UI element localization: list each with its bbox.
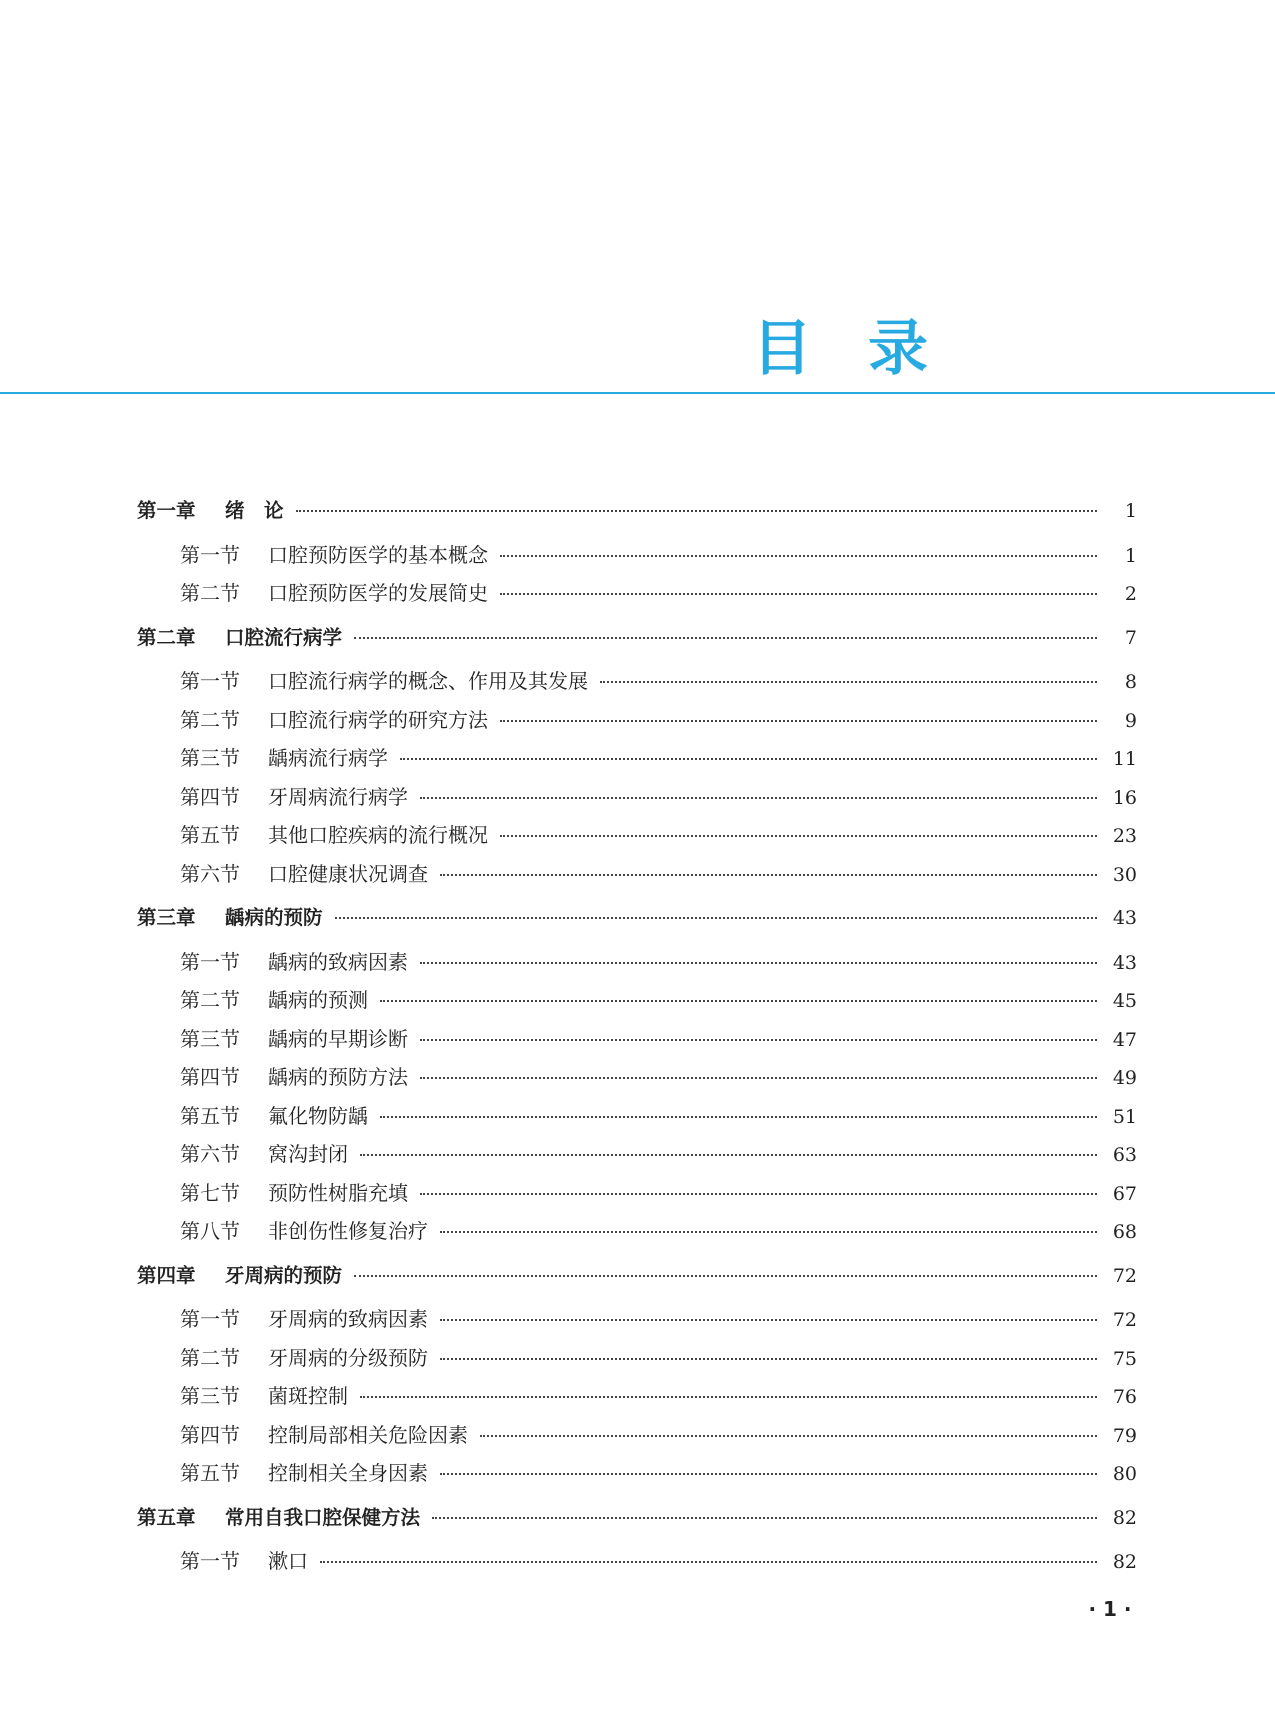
toc-entry-label: 第一节 xyxy=(180,669,240,693)
toc-entry-label: 第五节 xyxy=(180,823,240,847)
toc-section-entry[interactable] xyxy=(137,1339,1137,1378)
toc-entry-page: 1 xyxy=(1124,544,1137,567)
dot-leader xyxy=(500,593,1097,595)
toc-section-entry[interactable] xyxy=(137,816,1137,855)
dot-leader xyxy=(296,510,1097,512)
dot-leader xyxy=(432,1517,1097,1519)
toc-entry-title: 口腔流行病学 xyxy=(225,625,343,649)
toc-chapter-entry[interactable] xyxy=(137,899,1137,938)
page-title xyxy=(0,312,1275,386)
toc-entry-page: 51 xyxy=(1112,1105,1137,1128)
toc-section-entry[interactable] xyxy=(137,1300,1137,1339)
toc-section-entry[interactable] xyxy=(137,943,1137,982)
toc-section-entry[interactable] xyxy=(137,855,1137,894)
toc-entry-title: 控制局部相关危险因素 xyxy=(268,1422,468,1447)
toc-entry-label: 第一节 xyxy=(180,949,240,974)
toc-entry-page: 7 xyxy=(1124,626,1137,649)
toc-section-entry[interactable] xyxy=(137,662,1137,701)
dot-leader xyxy=(500,835,1097,837)
dot-leader xyxy=(354,637,1097,639)
toc-chapter-entry[interactable] xyxy=(137,1499,1137,1538)
toc-entry-page: 47 xyxy=(1112,1028,1137,1051)
dot-leader xyxy=(440,1231,1097,1233)
toc-entry-title: 龋病的致病因素 xyxy=(268,949,408,974)
toc-section-entry[interactable] xyxy=(137,1377,1137,1416)
page-number: · 1 · xyxy=(1088,1597,1132,1621)
toc-entry-label: 第七节 xyxy=(180,1180,240,1205)
toc-entry-page: 1 xyxy=(1124,500,1137,522)
toc-section-entry[interactable] xyxy=(137,536,1137,575)
title-char-1: 目 xyxy=(752,314,812,384)
toc-entry-title: 口腔预防医学的发展简史 xyxy=(268,581,488,605)
toc-section-entry[interactable] xyxy=(137,1058,1137,1097)
dot-leader xyxy=(420,797,1097,799)
toc-section-entry[interactable] xyxy=(137,1020,1137,1059)
toc-entry-label: 第五节 xyxy=(180,1103,240,1128)
toc-entry-page: 76 xyxy=(1112,1386,1137,1408)
toc-entry-page: 79 xyxy=(1112,1424,1137,1447)
toc-section-entry[interactable] xyxy=(137,574,1137,613)
toc-entry-label: 第二节 xyxy=(180,1345,240,1370)
dot-leader xyxy=(420,1193,1097,1195)
toc-entry-page: 43 xyxy=(1112,907,1137,929)
toc-entry-title: 口腔流行病学的概念、作用及其发展 xyxy=(268,669,588,693)
toc-entry-label: 第四节 xyxy=(180,1422,240,1447)
dot-leader xyxy=(354,1275,1097,1277)
toc-entry-page: 82 xyxy=(1112,1506,1137,1529)
toc-entry-label: 第二节 xyxy=(180,581,240,605)
toc-entry-label: 第六节 xyxy=(180,861,240,886)
toc-section-entry[interactable] xyxy=(137,1416,1137,1455)
toc-entry-page: 2 xyxy=(1124,583,1137,605)
toc-entry-label: 第五节 xyxy=(180,1461,240,1485)
toc-entry-page: 45 xyxy=(1112,990,1137,1012)
toc-section-entry[interactable] xyxy=(137,739,1137,778)
toc-entry-label: 第三节 xyxy=(180,1384,240,1408)
toc-entry-title: 龋病的早期诊断 xyxy=(268,1026,408,1051)
toc-section-entry[interactable] xyxy=(137,1135,1137,1174)
toc-entry-title: 常用自我口腔保健方法 xyxy=(225,1505,421,1529)
toc-entry-page: 72 xyxy=(1112,1309,1137,1331)
toc-chapter-entry[interactable] xyxy=(137,619,1137,658)
toc-entry-title: 窝沟封闭 xyxy=(268,1142,348,1166)
toc-entry-page: 82 xyxy=(1112,1551,1137,1573)
toc-chapter-entry[interactable] xyxy=(137,1257,1137,1296)
toc-entry-title: 氟化物防龋 xyxy=(268,1103,368,1128)
toc-entry-page: 68 xyxy=(1112,1221,1137,1243)
toc-section-entry[interactable] xyxy=(137,701,1137,740)
toc-entry-title: 龋病的预防 xyxy=(225,906,323,929)
toc-entry-title: 牙周病的预防 xyxy=(225,1263,343,1287)
dot-leader xyxy=(335,917,1097,919)
toc-entry-page: 30 xyxy=(1112,863,1137,886)
dot-leader xyxy=(360,1396,1097,1398)
dot-leader xyxy=(440,1319,1097,1321)
toc-section-entry[interactable] xyxy=(137,1097,1137,1136)
toc-entry-page: 63 xyxy=(1112,1144,1137,1166)
toc-section-entry[interactable] xyxy=(137,981,1137,1020)
toc-entry-title: 牙周病的分级预防 xyxy=(268,1345,428,1370)
toc-entry-label: 第二节 xyxy=(180,988,240,1012)
toc-entry-page: 43 xyxy=(1112,951,1137,974)
toc-entry-label: 第五章 xyxy=(137,1505,196,1529)
toc-entry-title: 龋病的预防方法 xyxy=(268,1065,408,1089)
dot-leader xyxy=(360,1154,1097,1156)
toc-section-entry[interactable] xyxy=(137,1174,1137,1213)
toc-entry-label: 第一节 xyxy=(180,1307,240,1331)
toc-entry-title: 口腔预防医学的基本概念 xyxy=(268,542,488,567)
toc-section-entry[interactable] xyxy=(137,1212,1137,1251)
toc-entry-title: 龋病流行病学 xyxy=(268,746,388,770)
toc-entry-page: 49 xyxy=(1112,1067,1137,1089)
toc-entry-label: 第一节 xyxy=(180,1549,240,1573)
toc-entry-page: 16 xyxy=(1112,786,1137,809)
dot-leader xyxy=(480,1435,1097,1437)
toc-entry-title: 口腔健康状况调查 xyxy=(268,861,428,886)
toc-entry-label: 第二节 xyxy=(180,707,240,732)
toc-entry-label: 第一节 xyxy=(180,542,240,567)
dot-leader xyxy=(400,758,1097,760)
toc-entry-title: 控制相关全身因素 xyxy=(268,1461,428,1485)
toc-section-entry[interactable] xyxy=(137,1542,1137,1581)
toc-entry-page: 11 xyxy=(1112,748,1137,770)
table-of-contents xyxy=(137,492,1137,1581)
toc-entry-page: 75 xyxy=(1112,1347,1137,1370)
toc-entry-label: 第二章 xyxy=(137,625,196,649)
toc-entry-label: 第四节 xyxy=(180,784,240,809)
toc-entry-title: 牙周病流行病学 xyxy=(268,784,408,809)
title-char-2: 录 xyxy=(868,314,928,384)
toc-entry-page: 9 xyxy=(1124,709,1137,732)
title-divider xyxy=(0,392,1275,394)
toc-entry-title: 绪 论 xyxy=(225,499,284,522)
toc-entry-title: 龋病的预测 xyxy=(268,988,368,1012)
dot-leader xyxy=(500,555,1097,557)
toc-entry-label: 第六节 xyxy=(180,1142,240,1166)
toc-entry-title: 其他口腔疾病的流行概况 xyxy=(268,823,488,847)
toc-entry-label: 第四章 xyxy=(137,1263,196,1287)
dot-leader xyxy=(380,1000,1097,1002)
toc-entry-label: 第八节 xyxy=(180,1219,240,1243)
toc-entry-page: 72 xyxy=(1112,1264,1137,1287)
dot-leader xyxy=(440,1473,1097,1475)
dot-leader xyxy=(420,962,1097,964)
toc-entry-title: 预防性树脂充填 xyxy=(268,1180,408,1205)
toc-entry-label: 第三章 xyxy=(137,906,196,929)
dot-leader xyxy=(320,1561,1097,1563)
toc-entry-page: 8 xyxy=(1124,671,1137,693)
toc-entry-label: 第四节 xyxy=(180,1065,240,1089)
toc-entry-label: 第三节 xyxy=(180,1026,240,1051)
toc-entry-title: 牙周病的致病因素 xyxy=(268,1307,428,1331)
dot-leader xyxy=(380,1116,1097,1118)
toc-entry-title: 口腔流行病学的研究方法 xyxy=(268,707,488,732)
dot-leader xyxy=(440,1358,1097,1360)
toc-entry-label: 第一章 xyxy=(137,499,196,522)
toc-entry-title: 非创伤性修复治疗 xyxy=(268,1219,428,1243)
dot-leader xyxy=(420,1039,1097,1041)
toc-entry-title: 菌斑控制 xyxy=(268,1384,348,1408)
toc-entry-title: 漱口 xyxy=(268,1549,308,1573)
dot-leader xyxy=(600,681,1097,683)
toc-section-entry[interactable] xyxy=(137,778,1137,817)
toc-chapter-entry[interactable] xyxy=(137,492,1137,531)
toc-section-entry[interactable] xyxy=(137,1454,1137,1493)
dot-leader xyxy=(420,1077,1097,1079)
dot-leader xyxy=(440,874,1097,876)
toc-entry-label: 第三节 xyxy=(180,746,240,770)
dot-leader xyxy=(500,720,1097,722)
toc-entry-page: 80 xyxy=(1112,1463,1137,1485)
toc-entry-page: 23 xyxy=(1112,825,1137,847)
toc-entry-page: 67 xyxy=(1112,1182,1137,1205)
